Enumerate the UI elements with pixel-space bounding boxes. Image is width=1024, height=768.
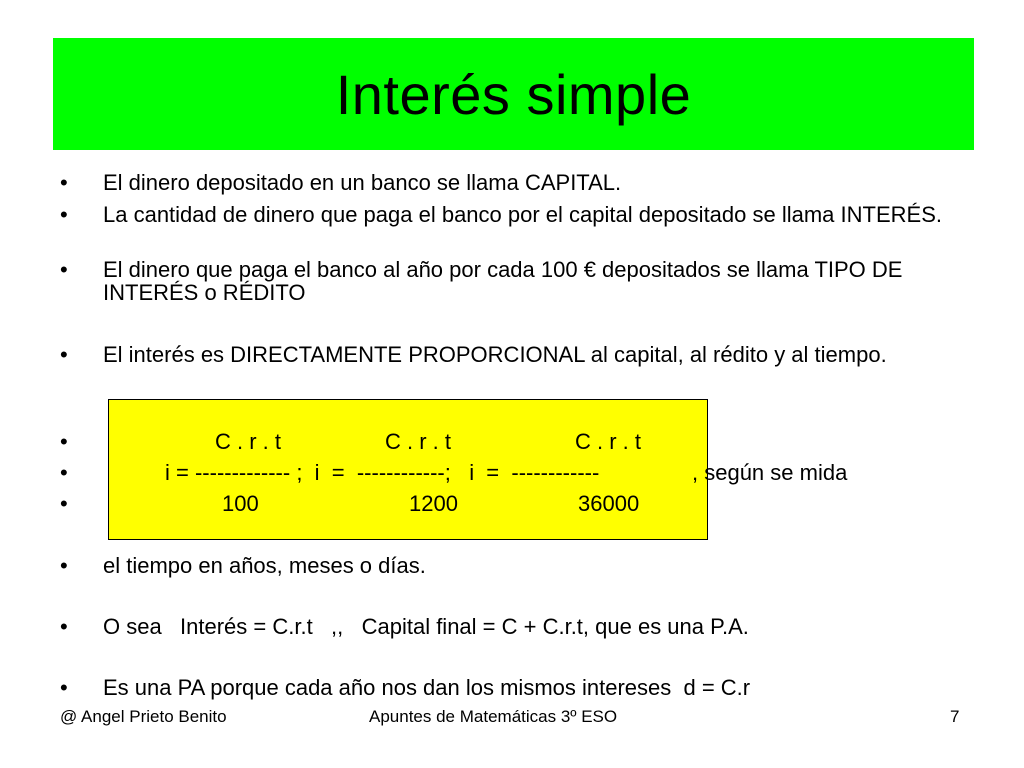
bullet-marker: • [60,342,68,367]
formula-numerator-months: C . r . t [385,429,451,454]
formula-denominator-years: 100 [222,491,259,516]
bullet-tiempo: el tiempo en años, meses o días. [103,553,426,578]
bullet-progresion: Es una PA porque cada año nos dan los mismos intereses d = C.r [103,675,751,700]
bullet-marker: • [60,614,68,639]
formula-suffix: , según se mida [692,460,848,485]
footer-course: Apuntes de Matemáticas 3º ESO [369,707,618,726]
bullet-capital-final: O sea Interés = C.r.t ,, Capital final = C + C.r.t, que es una P.A. [103,614,749,639]
title-bar [53,38,974,150]
formula-line: i = ------------- ; i = ------------; i = ------------ [165,460,600,485]
bullet-interes: La cantidad de dinero que paga el banco por el capital depositado se llama INTERÉS. [103,202,942,227]
bullet-proporcional: El interés es DIRECTAMENTE PROPORCIONAL al capital, al rédito y al tiempo. [103,342,887,367]
bullet-marker: • [60,429,68,454]
footer-author: @ Angel Prieto Benito [60,707,227,726]
bullet-marker: • [60,491,68,516]
bullet-marker: • [60,460,68,485]
footer-page-number: 7 [950,707,960,726]
bullet-marker: • [60,553,68,578]
bullet-redito: El dinero que paga el banco al año por cada 100 € depositados se llama TIPO DE INTERÉS o RÉDITO [103,257,903,305]
slide-title: Interés simple [335,62,692,126]
bullet-marker: • [60,170,68,195]
bullet-marker: • [60,202,68,227]
formula-numerator-days: C . r . t [575,429,641,454]
formula-denominator-months: 1200 [409,491,458,516]
formula-denominator-days: 36000 [578,491,640,516]
formula-numerator-years: C . r . t [215,429,281,454]
bullet-capital: El dinero depositado en un banco se llama CAPITAL. [103,170,622,195]
bullet-marker: • [60,257,68,282]
bullet-marker: • [60,675,68,700]
